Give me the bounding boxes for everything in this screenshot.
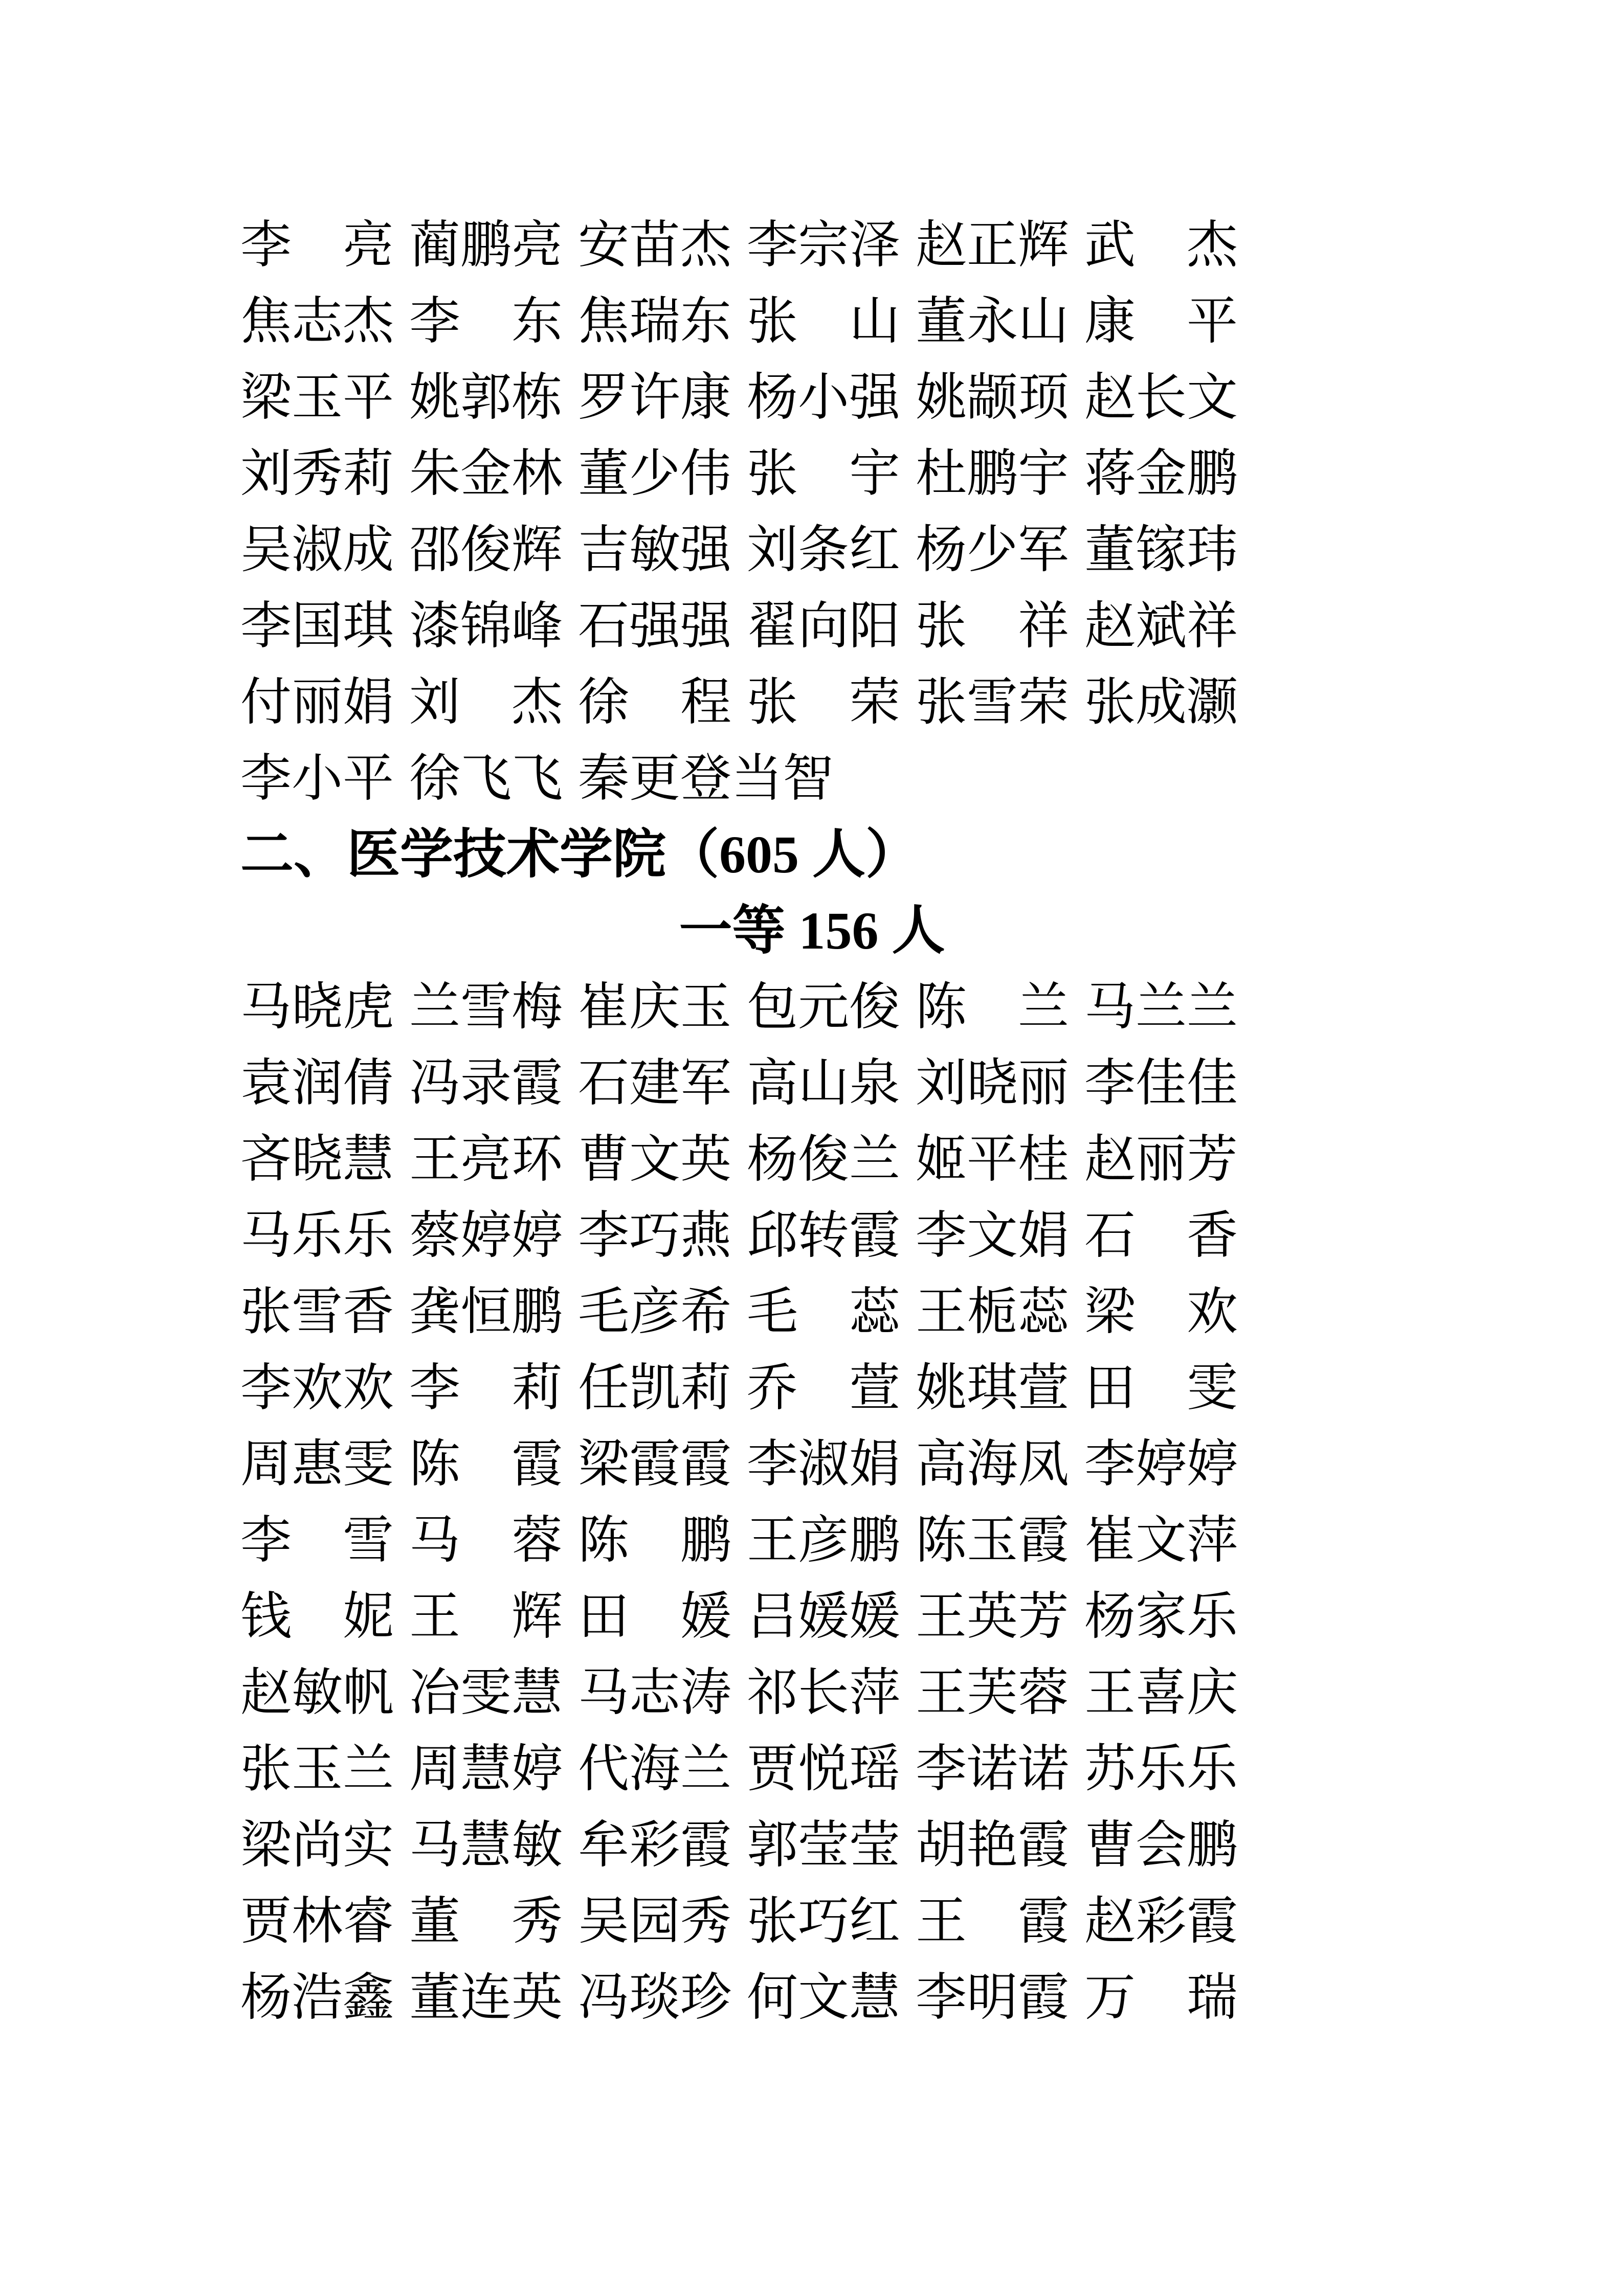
student-name: 崔文萍: [1084, 1512, 1238, 1569]
student-name: 杨少军: [916, 522, 1069, 578]
student-name: 李小平: [240, 750, 394, 807]
student-name: 陈 兰: [916, 979, 1069, 1036]
student-name: 祁长萍: [747, 1664, 900, 1721]
student-name: 张成灏: [1084, 674, 1238, 731]
student-name: 李欢欢: [240, 1360, 394, 1416]
student-name: 康 平: [1084, 293, 1238, 350]
student-name: 杨俊兰: [747, 1131, 900, 1188]
student-name: 张雪荣: [916, 674, 1069, 731]
student-name: 张雪香: [240, 1284, 394, 1340]
student-name: 王亮环: [409, 1131, 563, 1188]
student-name: 李宗泽: [747, 217, 900, 274]
student-name: 李淑娟: [747, 1436, 900, 1493]
student-name: 翟向阳: [747, 598, 900, 655]
student-name: 董少伟: [578, 445, 731, 502]
student-name: 姬平桂: [916, 1131, 1069, 1188]
student-name: 陈 霞: [409, 1436, 563, 1493]
student-name: 刘晓丽: [916, 1055, 1069, 1112]
student-name: 梁尚实: [240, 1817, 394, 1874]
student-name: 李婷婷: [1084, 1436, 1238, 1493]
student-name: 刘条红: [747, 522, 900, 578]
student-name: 毛彦希: [578, 1284, 731, 1340]
award-level-heading-first-class: 一等 156 人: [679, 902, 945, 960]
student-name: 朱金林: [409, 445, 563, 502]
student-name: 高海凤: [916, 1436, 1069, 1493]
student-name: 付丽娟: [240, 674, 394, 731]
student-name: 徐 程: [578, 674, 731, 731]
student-name: 乔 萱: [747, 1360, 900, 1416]
student-name: 张 荣: [747, 674, 900, 731]
student-name: 兰雪梅: [409, 979, 563, 1036]
student-name: 蒋金鹏: [1084, 445, 1238, 502]
student-name: 王栀蕊: [916, 1284, 1069, 1340]
student-name: 钱 妮: [240, 1588, 394, 1645]
student-name: 石 香: [1084, 1207, 1238, 1264]
student-name: 周惠雯: [240, 1436, 394, 1493]
name-grid-previous-section-remainder: [240, 207, 1624, 817]
student-name: 董镓玮: [1084, 522, 1238, 578]
student-name: 赵长文: [1084, 369, 1238, 426]
student-name: 贾林睿: [240, 1893, 394, 1950]
student-name: 邵俊辉: [409, 522, 563, 578]
student-name: 安苗杰: [578, 217, 731, 274]
student-name: 董永山: [916, 293, 1069, 350]
student-name: 马兰兰: [1084, 979, 1238, 1036]
student-name: 李诺诺: [916, 1741, 1069, 1797]
student-name: 马乐乐: [240, 1207, 394, 1264]
student-name: 罗许康: [578, 369, 731, 426]
student-name: 蔡婷婷: [409, 1207, 563, 1264]
student-name: 李 雪: [240, 1512, 394, 1569]
student-name: 李 莉: [409, 1360, 563, 1416]
student-name: 马晓虎: [240, 979, 394, 1036]
student-name: 龚恒鹏: [409, 1284, 563, 1340]
student-name: 代海兰: [578, 1741, 731, 1797]
student-name: 吴园秀: [578, 1893, 731, 1950]
student-name: 苏乐乐: [1084, 1741, 1238, 1797]
student-name: 万 瑞: [1084, 1969, 1238, 2026]
student-name: 张玉兰: [240, 1741, 394, 1797]
student-name: 王 霞: [916, 1893, 1069, 1950]
student-name: 梁玉平: [240, 369, 394, 426]
student-name: 董 秀: [409, 1893, 563, 1950]
student-name: 崔庆玉: [578, 979, 731, 1036]
student-name: 焦志杰: [240, 293, 394, 350]
student-name: 赵正辉: [916, 217, 1069, 274]
student-name: 马 蓉: [409, 1512, 563, 1569]
student-name: 陈玉霞: [916, 1512, 1069, 1569]
student-name: 武 杰: [1084, 217, 1238, 274]
student-name: 杨浩鑫: [240, 1969, 394, 2026]
student-name: 邱转霞: [747, 1207, 900, 1264]
student-name: 蔺鹏亮: [409, 217, 563, 274]
student-name: 马慧敏: [409, 1817, 563, 1874]
student-name: 包元俊: [747, 979, 900, 1036]
student-name: 梁霞霞: [578, 1436, 731, 1493]
student-name: 张 宇: [747, 445, 900, 502]
student-name: 曹会鹏: [1084, 1817, 1238, 1874]
student-name: 周慧婷: [409, 1741, 563, 1797]
student-name: 田 媛: [578, 1588, 731, 1645]
student-name: 刘秀莉: [240, 445, 394, 502]
student-name: 姚颛顼: [916, 369, 1069, 426]
student-name: 高山泉: [747, 1055, 900, 1112]
student-name: 田 雯: [1084, 1360, 1238, 1416]
student-name: 漆锦峰: [409, 598, 563, 655]
section-heading-medical-technology: 二、医学技术学院（605 人）: [240, 825, 919, 884]
student-name: 李 亮: [240, 217, 394, 274]
student-name: 赵丽芳: [1084, 1131, 1238, 1188]
student-name: 董连英: [409, 1969, 563, 2026]
student-name: 李佳佳: [1084, 1055, 1238, 1112]
student-name: 赵斌祥: [1084, 598, 1238, 655]
student-name: 姚琪萱: [916, 1360, 1069, 1416]
student-name: 吉敏强: [578, 522, 731, 578]
student-name: 王芙蓉: [916, 1664, 1069, 1721]
student-name: 李文娟: [916, 1207, 1069, 1264]
student-name: 吕媛媛: [747, 1588, 900, 1645]
student-name: 杜鹏宇: [916, 445, 1069, 502]
student-name: 徐飞飞: [409, 750, 563, 807]
student-name: 胡艳霞: [916, 1817, 1069, 1874]
student-name: 张巧红: [747, 1893, 900, 1950]
name-grid-medical-technology-first-class: [240, 969, 1624, 2036]
student-name: 马志涛: [578, 1664, 731, 1721]
student-name: 冶雯慧: [409, 1664, 563, 1721]
student-name: 王彦鹏: [747, 1512, 900, 1569]
student-name: 秦更登当智: [578, 750, 834, 807]
student-name: 梁 欢: [1084, 1284, 1238, 1340]
student-name: 毛 蕊: [747, 1284, 900, 1340]
student-name: 石强强: [578, 598, 731, 655]
student-name: 何文慧: [747, 1969, 900, 2026]
student-name: 曹文英: [578, 1131, 731, 1188]
student-name: 袁润倩: [240, 1055, 394, 1112]
student-name: 吝晓慧: [240, 1131, 394, 1188]
student-name: 李巧燕: [578, 1207, 731, 1264]
student-name: 吴淑成: [240, 522, 394, 578]
student-name: 王 辉: [409, 1588, 563, 1645]
student-name: 冯琰珍: [578, 1969, 731, 2026]
student-name: 李 东: [409, 293, 563, 350]
student-name: 冯录霞: [409, 1055, 563, 1112]
student-name: 焦瑞东: [578, 293, 731, 350]
student-name: 郭莹莹: [747, 1817, 900, 1874]
student-name: 石建军: [578, 1055, 731, 1112]
student-name: 张 祥: [916, 598, 1069, 655]
student-name: 陈 鹏: [578, 1512, 731, 1569]
student-name: 杨家乐: [1084, 1588, 1238, 1645]
student-name: 赵彩霞: [1084, 1893, 1238, 1950]
student-name: 姚郭栋: [409, 369, 563, 426]
student-name: 李明霞: [916, 1969, 1069, 2026]
student-name: 贾悦瑶: [747, 1741, 900, 1797]
student-name: 王英芳: [916, 1588, 1069, 1645]
student-name: 赵敏帆: [240, 1664, 394, 1721]
student-name: 任凯莉: [578, 1360, 731, 1416]
student-name: 张 山: [747, 293, 900, 350]
student-name: 杨小强: [747, 369, 900, 426]
student-name: 李国琪: [240, 598, 394, 655]
student-name: 牟彩霞: [578, 1817, 731, 1874]
student-name: 刘 杰: [409, 674, 563, 731]
student-name: 王喜庆: [1084, 1664, 1238, 1721]
